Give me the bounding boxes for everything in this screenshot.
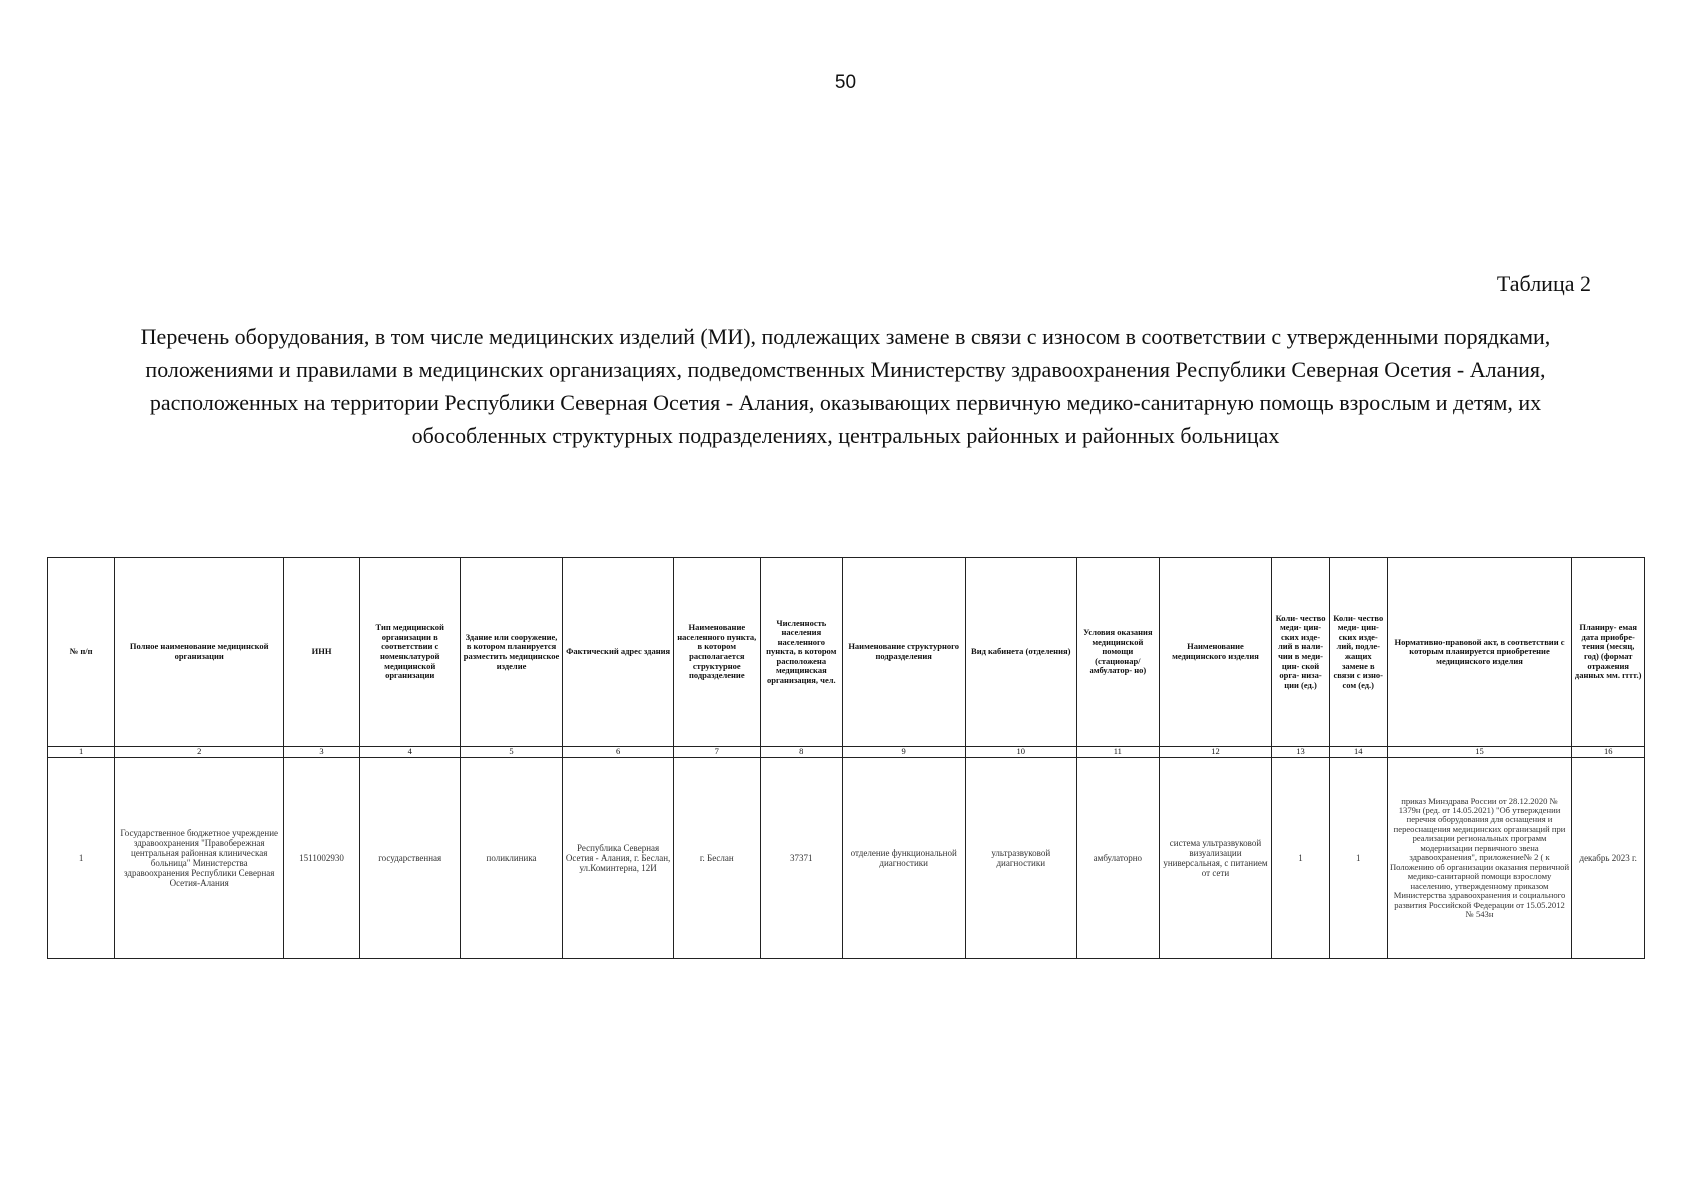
cell-purchase-date: декабрь 2023 г.	[1572, 758, 1645, 959]
document-title: Перечень оборудования, в том числе медицинских изделий (МИ), подлежащих замене в связи с износом в соответствии с утвержденными порядками, положениями и правилами в медицинских организациях, подведомственных Министерству здравоохранения Республики Северная Осетия - Алания, расположенных на территории Республики Северная Осетия - Алания, оказывающих первичную медико-санитарную помощь взрослым и детям, их обособленных структурных подразделениях, центральных районных и районных больницах	[140, 324, 1551, 448]
header-cell-qty-replace: Коли- чество меди- цин- ских изде- лий, подле- жащих замене в связи с изно- сом (ед.)	[1329, 558, 1387, 747]
column-number: 16	[1572, 747, 1645, 758]
cell-org-name: Государственное бюджетное учреждение здравоохранения "Правобережная центральная районная клиническая больница" Министерства здравоохранения Республики Северная Осетия-Алания	[115, 758, 284, 959]
cell-building: поликлиника	[460, 758, 563, 959]
cell-number: 1	[48, 758, 115, 959]
header-cell-cabinet: Вид кабинета (отделения)	[965, 558, 1076, 747]
header-cell-address: Фактический адрес здания	[563, 558, 673, 747]
column-number: 14	[1329, 747, 1387, 758]
cell-org-type: государственная	[359, 758, 460, 959]
column-number: 13	[1272, 747, 1330, 758]
cell-qty-available: 1	[1272, 758, 1330, 959]
cell-address: Республика Северная Осетия - Алания, г. Беслан, ул.Коминтерна, 12И	[563, 758, 673, 959]
cell-legal-act: приказ Минздрава России от 28.12.2020 № 1379н (ред. от 14.05.2021) "Об утверждении перечня оборудования для оснащения и переоснащения медицинских организаций при реализации региональных программ модернизации первичного звена здравоохранения", приложение№ 2 ( к Положению об организации оказания первичной медико-санитарной помощи взрослому населению, утвержденному приказом Министерства здравоохранения и социального развития Российской Федерации от 15.05.2012 № 543н	[1387, 758, 1572, 959]
header-cell-subdivision: Наименование структурного подразделения	[842, 558, 965, 747]
header-cell-qty-available: Коли- чество меди- цин- ских изде- лий в нали- чии в меди- цин- ской орга- низа- ции (ед.)	[1272, 558, 1330, 747]
column-number: 8	[760, 747, 842, 758]
cell-subdivision: отделение функциональной диагностики	[842, 758, 965, 959]
header-cell-conditions: Условия оказания медицинской помощи (стационар/ амбулатор- но)	[1076, 558, 1159, 747]
cell-device: система ультразвуковой визуализации универсальная, с питанием от сети	[1159, 758, 1271, 959]
header-cell-org-name: Полное наименование медицинской организации	[115, 558, 284, 747]
header-cell-inn: ИНН	[284, 558, 360, 747]
column-number: 3	[284, 747, 360, 758]
header-cell-legal-act: Нормативно-правовой акт, в соответствии с которым планируется приобретение медицинского изделия	[1387, 558, 1572, 747]
column-number: 6	[563, 747, 673, 758]
cell-population: 37371	[760, 758, 842, 959]
column-number: 5	[460, 747, 563, 758]
column-number: 2	[115, 747, 284, 758]
header-row	[48, 558, 1645, 747]
cell-cabinet: ультразвуковой диагностики	[965, 758, 1076, 959]
column-number: 10	[965, 747, 1076, 758]
header-cell-purchase-date: Планиру- емая дата приобре- тения (месяц, год) (формат отражения данных мм. гггг.)	[1572, 558, 1645, 747]
page-number: 50	[834, 72, 857, 93]
column-number: 7	[673, 747, 760, 758]
column-number: 12	[1159, 747, 1271, 758]
cell-inn: 1511002930	[284, 758, 360, 959]
table-label: Таблица 2	[1496, 271, 1591, 296]
equipment-table-container	[47, 557, 1645, 959]
column-number: 1	[48, 747, 115, 758]
header-cell-number: № п/п	[48, 558, 115, 747]
column-number-row	[48, 747, 1645, 758]
column-number: 9	[842, 747, 965, 758]
column-number: 11	[1076, 747, 1159, 758]
table-row	[48, 758, 1645, 959]
cell-locality: г. Беслан	[673, 758, 760, 959]
column-number: 4	[359, 747, 460, 758]
equipment-table	[47, 557, 1645, 959]
header-cell-device: Наименование медицинского изделия	[1159, 558, 1271, 747]
header-cell-locality: Наименование населенного пункта, в котором располагается структурное подразделение	[673, 558, 760, 747]
header-cell-building: Здание или сооружение, в котором планируется разместить медицинское изделие	[460, 558, 563, 747]
cell-qty-replace: 1	[1329, 758, 1387, 959]
column-number: 15	[1387, 747, 1572, 758]
cell-conditions: амбулаторно	[1076, 758, 1159, 959]
header-cell-org-type: Тип медицинской организации в соответствии с номенклатурой медицинской организации	[359, 558, 460, 747]
header-cell-population: Численность населения населенного пункта, в котором расположена медицинская организация, чел.	[760, 558, 842, 747]
